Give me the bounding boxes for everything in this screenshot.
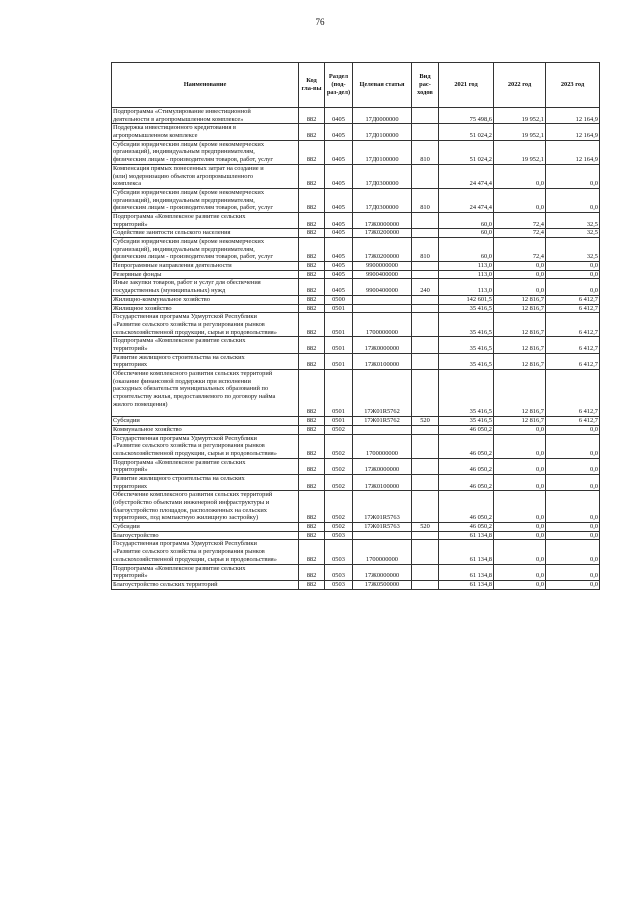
cell-2023: 0,0 — [546, 434, 600, 458]
header-name: Наименование — [112, 63, 299, 108]
cell-2021: 61 134,8 — [439, 531, 494, 540]
cell-2021: 35 416,5 — [439, 417, 494, 426]
cell-expense-type: 810 — [412, 140, 439, 164]
cell-2022: 19 952,1 — [494, 140, 546, 164]
cell-chapter-code: 882 — [299, 108, 325, 124]
cell-name: Государственная программа Удмуртской Республики «Развитие сельского хозяйства и регулирования рынков сельскохозяйственной продукции, сырья и продовольствия» — [112, 540, 299, 564]
cell-chapter-code: 882 — [299, 491, 325, 523]
cell-2023: 0,0 — [546, 523, 600, 532]
cell-name: Благоустройство сельских территорий — [112, 580, 299, 589]
cell-section: 0405 — [325, 108, 353, 124]
page-number: 76 — [315, 17, 325, 27]
cell-target-article: 17Д0100000 — [353, 124, 412, 140]
cell-target-article: 1700000000 — [353, 434, 412, 458]
cell-target-article: 17Ж0100000 — [353, 353, 412, 369]
cell-name: Поддержка инвестиционного кредитования в агропромышленном комплексе — [112, 124, 299, 140]
cell-expense-type: 810 — [412, 238, 439, 262]
cell-chapter-code: 882 — [299, 212, 325, 228]
cell-2021: 60,0 — [439, 229, 494, 238]
cell-2021: 24 474,4 — [439, 188, 494, 212]
cell-target-article: 1700000000 — [353, 313, 412, 337]
cell-2023: 12 164,9 — [546, 108, 600, 124]
cell-chapter-code: 882 — [299, 304, 325, 313]
table-row — [112, 262, 600, 271]
cell-target-article: 17Ж01R5763 — [353, 491, 412, 523]
cell-chapter-code: 882 — [299, 474, 325, 490]
cell-2022: 0,0 — [494, 540, 546, 564]
cell-chapter-code: 882 — [299, 353, 325, 369]
cell-chapter-code: 882 — [299, 417, 325, 426]
cell-2022: 0,0 — [494, 425, 546, 434]
cell-target-article: 9900400000 — [353, 270, 412, 279]
cell-section: 0405 — [325, 238, 353, 262]
cell-target-article: 9900000000 — [353, 262, 412, 271]
cell-2023: 0,0 — [546, 531, 600, 540]
cell-2022: 72,4 — [494, 238, 546, 262]
cell-name: Иные закупки товаров, работ и услуг для обеспечения государственных (муниципальных) нужд — [112, 279, 299, 295]
cell-2022: 0,0 — [494, 270, 546, 279]
cell-section: 0405 — [325, 262, 353, 271]
cell-expense-type — [412, 564, 439, 580]
cell-expense-type — [412, 229, 439, 238]
cell-chapter-code: 882 — [299, 523, 325, 532]
cell-target-article: 17Ж01R5762 — [353, 417, 412, 426]
cell-expense-type: 810 — [412, 188, 439, 212]
cell-2023: 6 412,7 — [546, 353, 600, 369]
cell-expense-type — [412, 313, 439, 337]
cell-section: 0405 — [325, 164, 353, 188]
cell-2023: 6 412,7 — [546, 370, 600, 417]
cell-chapter-code: 882 — [299, 458, 325, 474]
cell-section: 0405 — [325, 140, 353, 164]
table-row — [112, 188, 600, 212]
cell-chapter-code: 882 — [299, 238, 325, 262]
cell-2021: 61 134,8 — [439, 580, 494, 589]
cell-section: 0502 — [325, 491, 353, 523]
cell-name: Субсидии юридическим лицам (кроме некоммерческих организаций), индивидуальным предпринимателям, физическим лицам - производителям товаров, работ, услуг — [112, 188, 299, 212]
table-row — [112, 474, 600, 490]
cell-name: Субсидии юридическим лицам (кроме некоммерческих организаций), индивидуальным предпринимателям, физическим лицам - производителям товаров, работ, услуг — [112, 140, 299, 164]
table-row — [112, 164, 600, 188]
cell-expense-type — [412, 270, 439, 279]
cell-2022: 12 816,7 — [494, 295, 546, 304]
cell-chapter-code: 882 — [299, 164, 325, 188]
cell-2023: 0,0 — [546, 564, 600, 580]
cell-target-article — [353, 304, 412, 313]
cell-name: Подпрограмма «Комплексное развитие сельских территорий» — [112, 337, 299, 353]
table-row — [112, 212, 600, 228]
cell-section: 0503 — [325, 540, 353, 564]
cell-expense-type — [412, 295, 439, 304]
cell-section: 0405 — [325, 124, 353, 140]
table-row — [112, 313, 600, 337]
cell-chapter-code: 882 — [299, 140, 325, 164]
cell-expense-type: 240 — [412, 279, 439, 295]
cell-section: 0500 — [325, 295, 353, 304]
cell-chapter-code: 882 — [299, 270, 325, 279]
cell-section: 0503 — [325, 564, 353, 580]
cell-2023: 32,5 — [546, 238, 600, 262]
table-row — [112, 370, 600, 417]
cell-chapter-code: 882 — [299, 370, 325, 417]
cell-2023: 0,0 — [546, 474, 600, 490]
cell-2021: 113,0 — [439, 262, 494, 271]
cell-expense-type — [412, 531, 439, 540]
cell-chapter-code: 882 — [299, 564, 325, 580]
cell-expense-type — [412, 353, 439, 369]
cell-expense-type — [412, 304, 439, 313]
cell-name: Подпрограмма «Комплексное развитие сельских территорий» — [112, 458, 299, 474]
cell-section: 0502 — [325, 458, 353, 474]
cell-name: Непрограммные направления деятельности — [112, 262, 299, 271]
cell-section: 0405 — [325, 188, 353, 212]
header-year-2022: 2022 год — [494, 63, 546, 108]
cell-expense-type — [412, 337, 439, 353]
cell-section: 0502 — [325, 523, 353, 532]
cell-name: Субсидии юридическим лицам (кроме некоммерческих организаций), индивидуальным предпринимателям, физическим лицам - производителям товаров, работ, услуг — [112, 238, 299, 262]
cell-section: 0502 — [325, 474, 353, 490]
header-chapter-code: Код гла-вы — [299, 63, 325, 108]
cell-name: Субсидии — [112, 417, 299, 426]
cell-2022: 19 952,1 — [494, 124, 546, 140]
cell-2023: 0,0 — [546, 279, 600, 295]
cell-2022: 0,0 — [494, 523, 546, 532]
cell-2022: 12 816,7 — [494, 313, 546, 337]
cell-2023: 0,0 — [546, 262, 600, 271]
cell-2023: 6 412,7 — [546, 304, 600, 313]
cell-section: 0501 — [325, 313, 353, 337]
cell-2021: 60,0 — [439, 212, 494, 228]
cell-2021: 113,0 — [439, 279, 494, 295]
header-target-article: Целевая статья — [353, 63, 412, 108]
table-row — [112, 140, 600, 164]
cell-2022: 0,0 — [494, 262, 546, 271]
cell-name: Подпрограмма «Стимулирование инвестиционной деятельности в агропромышленном комплексе» — [112, 108, 299, 124]
cell-2022: 0,0 — [494, 580, 546, 589]
cell-2023: 0,0 — [546, 540, 600, 564]
cell-expense-type — [412, 164, 439, 188]
cell-2023: 0,0 — [546, 458, 600, 474]
cell-section: 0501 — [325, 370, 353, 417]
cell-target-article — [353, 531, 412, 540]
cell-expense-type — [412, 580, 439, 589]
table-header-row — [112, 63, 600, 108]
cell-chapter-code: 882 — [299, 188, 325, 212]
budget-table — [111, 62, 600, 590]
cell-2021: 35 416,5 — [439, 370, 494, 417]
cell-2023: 6 412,7 — [546, 337, 600, 353]
cell-2022: 0,0 — [494, 279, 546, 295]
cell-name: Резервные фонды — [112, 270, 299, 279]
cell-target-article: 17Ж0200000 — [353, 229, 412, 238]
cell-target-article: 17Ж0000000 — [353, 458, 412, 474]
cell-2021: 46 050,2 — [439, 474, 494, 490]
table-row — [112, 491, 600, 523]
cell-2022: 12 816,7 — [494, 304, 546, 313]
cell-target-article: 17Ж0000000 — [353, 337, 412, 353]
cell-chapter-code: 882 — [299, 124, 325, 140]
cell-2023: 0,0 — [546, 580, 600, 589]
table-row — [112, 580, 600, 589]
table-row — [112, 531, 600, 540]
header-expense-type: Вид рас-ходов — [412, 63, 439, 108]
cell-2022: 0,0 — [494, 164, 546, 188]
cell-section: 0501 — [325, 417, 353, 426]
cell-name: Развитие жилищного строительства на сельских территориях — [112, 474, 299, 490]
cell-2021: 35 416,5 — [439, 353, 494, 369]
cell-expense-type — [412, 124, 439, 140]
cell-target-article: 17Ж0200000 — [353, 238, 412, 262]
cell-chapter-code: 882 — [299, 425, 325, 434]
cell-2021: 35 416,5 — [439, 337, 494, 353]
cell-name: Коммунальное хозяйство — [112, 425, 299, 434]
cell-2021: 60,0 — [439, 238, 494, 262]
cell-chapter-code: 882 — [299, 337, 325, 353]
cell-section: 0503 — [325, 531, 353, 540]
cell-2023: 6 412,7 — [546, 313, 600, 337]
cell-expense-type — [412, 434, 439, 458]
cell-name: Подпрограмма «Комплексное развитие сельских территорий» — [112, 564, 299, 580]
cell-2021: 46 050,2 — [439, 425, 494, 434]
cell-name: Государственная программа Удмуртской Республики «Развитие сельского хозяйства и регулирования рынков сельскохозяйственной продукции, сырья и продовольствия» — [112, 434, 299, 458]
cell-2023: 0,0 — [546, 164, 600, 188]
cell-2021: 51 024,2 — [439, 140, 494, 164]
cell-target-article: 17Д0100000 — [353, 140, 412, 164]
cell-2023: 6 412,7 — [546, 295, 600, 304]
cell-target-article: 17Д0300000 — [353, 164, 412, 188]
cell-expense-type: 520 — [412, 417, 439, 426]
table-row — [112, 108, 600, 124]
cell-target-article: 17Ж0000000 — [353, 212, 412, 228]
cell-section: 0405 — [325, 229, 353, 238]
cell-name: Государственная программа Удмуртской Республики «Развитие сельского хозяйства и регулирования рынков сельскохозяйственной продукции, сырья и продовольствия» — [112, 313, 299, 337]
cell-expense-type — [412, 540, 439, 564]
cell-2023: 32,5 — [546, 212, 600, 228]
cell-expense-type — [412, 212, 439, 228]
cell-section: 0502 — [325, 425, 353, 434]
cell-target-article — [353, 425, 412, 434]
cell-name: Подпрограмма «Комплексное развитие сельских территорий» — [112, 212, 299, 228]
cell-2021: 46 050,2 — [439, 523, 494, 532]
cell-2022: 0,0 — [494, 434, 546, 458]
header-section: Раздел (под-раз-дел) — [325, 63, 353, 108]
cell-2021: 61 134,8 — [439, 564, 494, 580]
cell-section: 0405 — [325, 270, 353, 279]
cell-name: Компенсация прямых понесенных затрат на создание и (или) модернизацию объектов агропромышленного комплекса — [112, 164, 299, 188]
table-row — [112, 434, 600, 458]
cell-name: Жилищное хозяйство — [112, 304, 299, 313]
table-row — [112, 279, 600, 295]
cell-chapter-code: 882 — [299, 313, 325, 337]
cell-2023: 0,0 — [546, 188, 600, 212]
table-row — [112, 458, 600, 474]
cell-2022: 0,0 — [494, 474, 546, 490]
cell-section: 0501 — [325, 337, 353, 353]
cell-2021: 61 134,8 — [439, 540, 494, 564]
cell-target-article: 1700000000 — [353, 540, 412, 564]
cell-target-article: 17Ж0000000 — [353, 564, 412, 580]
cell-2021: 113,0 — [439, 270, 494, 279]
cell-chapter-code: 882 — [299, 531, 325, 540]
cell-2022: 0,0 — [494, 458, 546, 474]
table-row — [112, 270, 600, 279]
cell-target-article — [353, 295, 412, 304]
cell-2023: 32,5 — [546, 229, 600, 238]
table-row — [112, 337, 600, 353]
table-row — [112, 523, 600, 532]
header-year-2021: 2021 год — [439, 63, 494, 108]
cell-chapter-code: 882 — [299, 295, 325, 304]
cell-name: Развитие жилищного строительства на сельских территориях — [112, 353, 299, 369]
cell-chapter-code: 882 — [299, 580, 325, 589]
cell-expense-type — [412, 458, 439, 474]
cell-2022: 0,0 — [494, 491, 546, 523]
cell-section: 0502 — [325, 434, 353, 458]
cell-expense-type — [412, 491, 439, 523]
cell-name: Субсидии — [112, 523, 299, 532]
cell-2022: 19 952,1 — [494, 108, 546, 124]
cell-chapter-code: 882 — [299, 434, 325, 458]
table-row — [112, 417, 600, 426]
table-row — [112, 353, 600, 369]
cell-2022: 72,4 — [494, 212, 546, 228]
cell-section: 0503 — [325, 580, 353, 589]
cell-2021: 46 050,2 — [439, 434, 494, 458]
table-row — [112, 124, 600, 140]
table-row — [112, 425, 600, 434]
cell-target-article: 17Ж0500000 — [353, 580, 412, 589]
table-row — [112, 295, 600, 304]
table-row — [112, 304, 600, 313]
cell-section: 0405 — [325, 279, 353, 295]
cell-2022: 0,0 — [494, 564, 546, 580]
cell-2021: 75 498,6 — [439, 108, 494, 124]
cell-expense-type — [412, 262, 439, 271]
table-row — [112, 564, 600, 580]
cell-2022: 0,0 — [494, 188, 546, 212]
cell-name: Благоустройство — [112, 531, 299, 540]
cell-chapter-code: 882 — [299, 229, 325, 238]
table-row — [112, 238, 600, 262]
table-row — [112, 229, 600, 238]
cell-2022: 72,4 — [494, 229, 546, 238]
cell-2021: 142 601,5 — [439, 295, 494, 304]
cell-chapter-code: 882 — [299, 262, 325, 271]
cell-expense-type — [412, 474, 439, 490]
cell-2021: 51 024,2 — [439, 124, 494, 140]
cell-2021: 46 050,2 — [439, 491, 494, 523]
table-row — [112, 540, 600, 564]
cell-chapter-code: 882 — [299, 279, 325, 295]
cell-2022: 12 816,7 — [494, 353, 546, 369]
cell-2021: 35 416,5 — [439, 304, 494, 313]
cell-expense-type — [412, 108, 439, 124]
cell-expense-type — [412, 425, 439, 434]
cell-2021: 24 474,4 — [439, 164, 494, 188]
cell-2022: 12 816,7 — [494, 370, 546, 417]
cell-2022: 12 816,7 — [494, 417, 546, 426]
cell-target-article: 17Ж0100000 — [353, 474, 412, 490]
cell-2022: 0,0 — [494, 531, 546, 540]
cell-target-article: 17Ж01R5762 — [353, 370, 412, 417]
cell-2023: 0,0 — [546, 270, 600, 279]
cell-chapter-code: 882 — [299, 540, 325, 564]
cell-name: Содействие занятости сельского населения — [112, 229, 299, 238]
cell-2023: 0,0 — [546, 491, 600, 523]
cell-2023: 12 164,9 — [546, 140, 600, 164]
cell-name: Обеспечение комплексного развития сельских территорий (обустройство объектами инженерной инфраструктуры и благоустройство площадок, расположенных на сельских территориях, под компактную жилищную застройку) — [112, 491, 299, 523]
cell-section: 0501 — [325, 353, 353, 369]
cell-section: 0405 — [325, 212, 353, 228]
cell-2021: 35 416,5 — [439, 313, 494, 337]
cell-target-article: 17Д0000000 — [353, 108, 412, 124]
cell-expense-type — [412, 370, 439, 417]
cell-2021: 46 050,2 — [439, 458, 494, 474]
cell-target-article: 9900400000 — [353, 279, 412, 295]
cell-section: 0501 — [325, 304, 353, 313]
header-year-2023: 2023 год — [546, 63, 600, 108]
cell-2023: 0,0 — [546, 425, 600, 434]
cell-name: Жилищно-коммунальное хозяйство — [112, 295, 299, 304]
cell-2022: 12 816,7 — [494, 337, 546, 353]
cell-2023: 12 164,9 — [546, 124, 600, 140]
cell-target-article: 17Ж01R5763 — [353, 523, 412, 532]
cell-name: Обеспечение комплексного развития сельских территорий (оказание финансовой поддержки при исполнении расходных обязательств муниципальных образований по строительству жилья, предоставляемого по договору найма жилого помещения) — [112, 370, 299, 417]
cell-2023: 6 412,7 — [546, 417, 600, 426]
cell-target-article: 17Д0300000 — [353, 188, 412, 212]
cell-expense-type: 520 — [412, 523, 439, 532]
